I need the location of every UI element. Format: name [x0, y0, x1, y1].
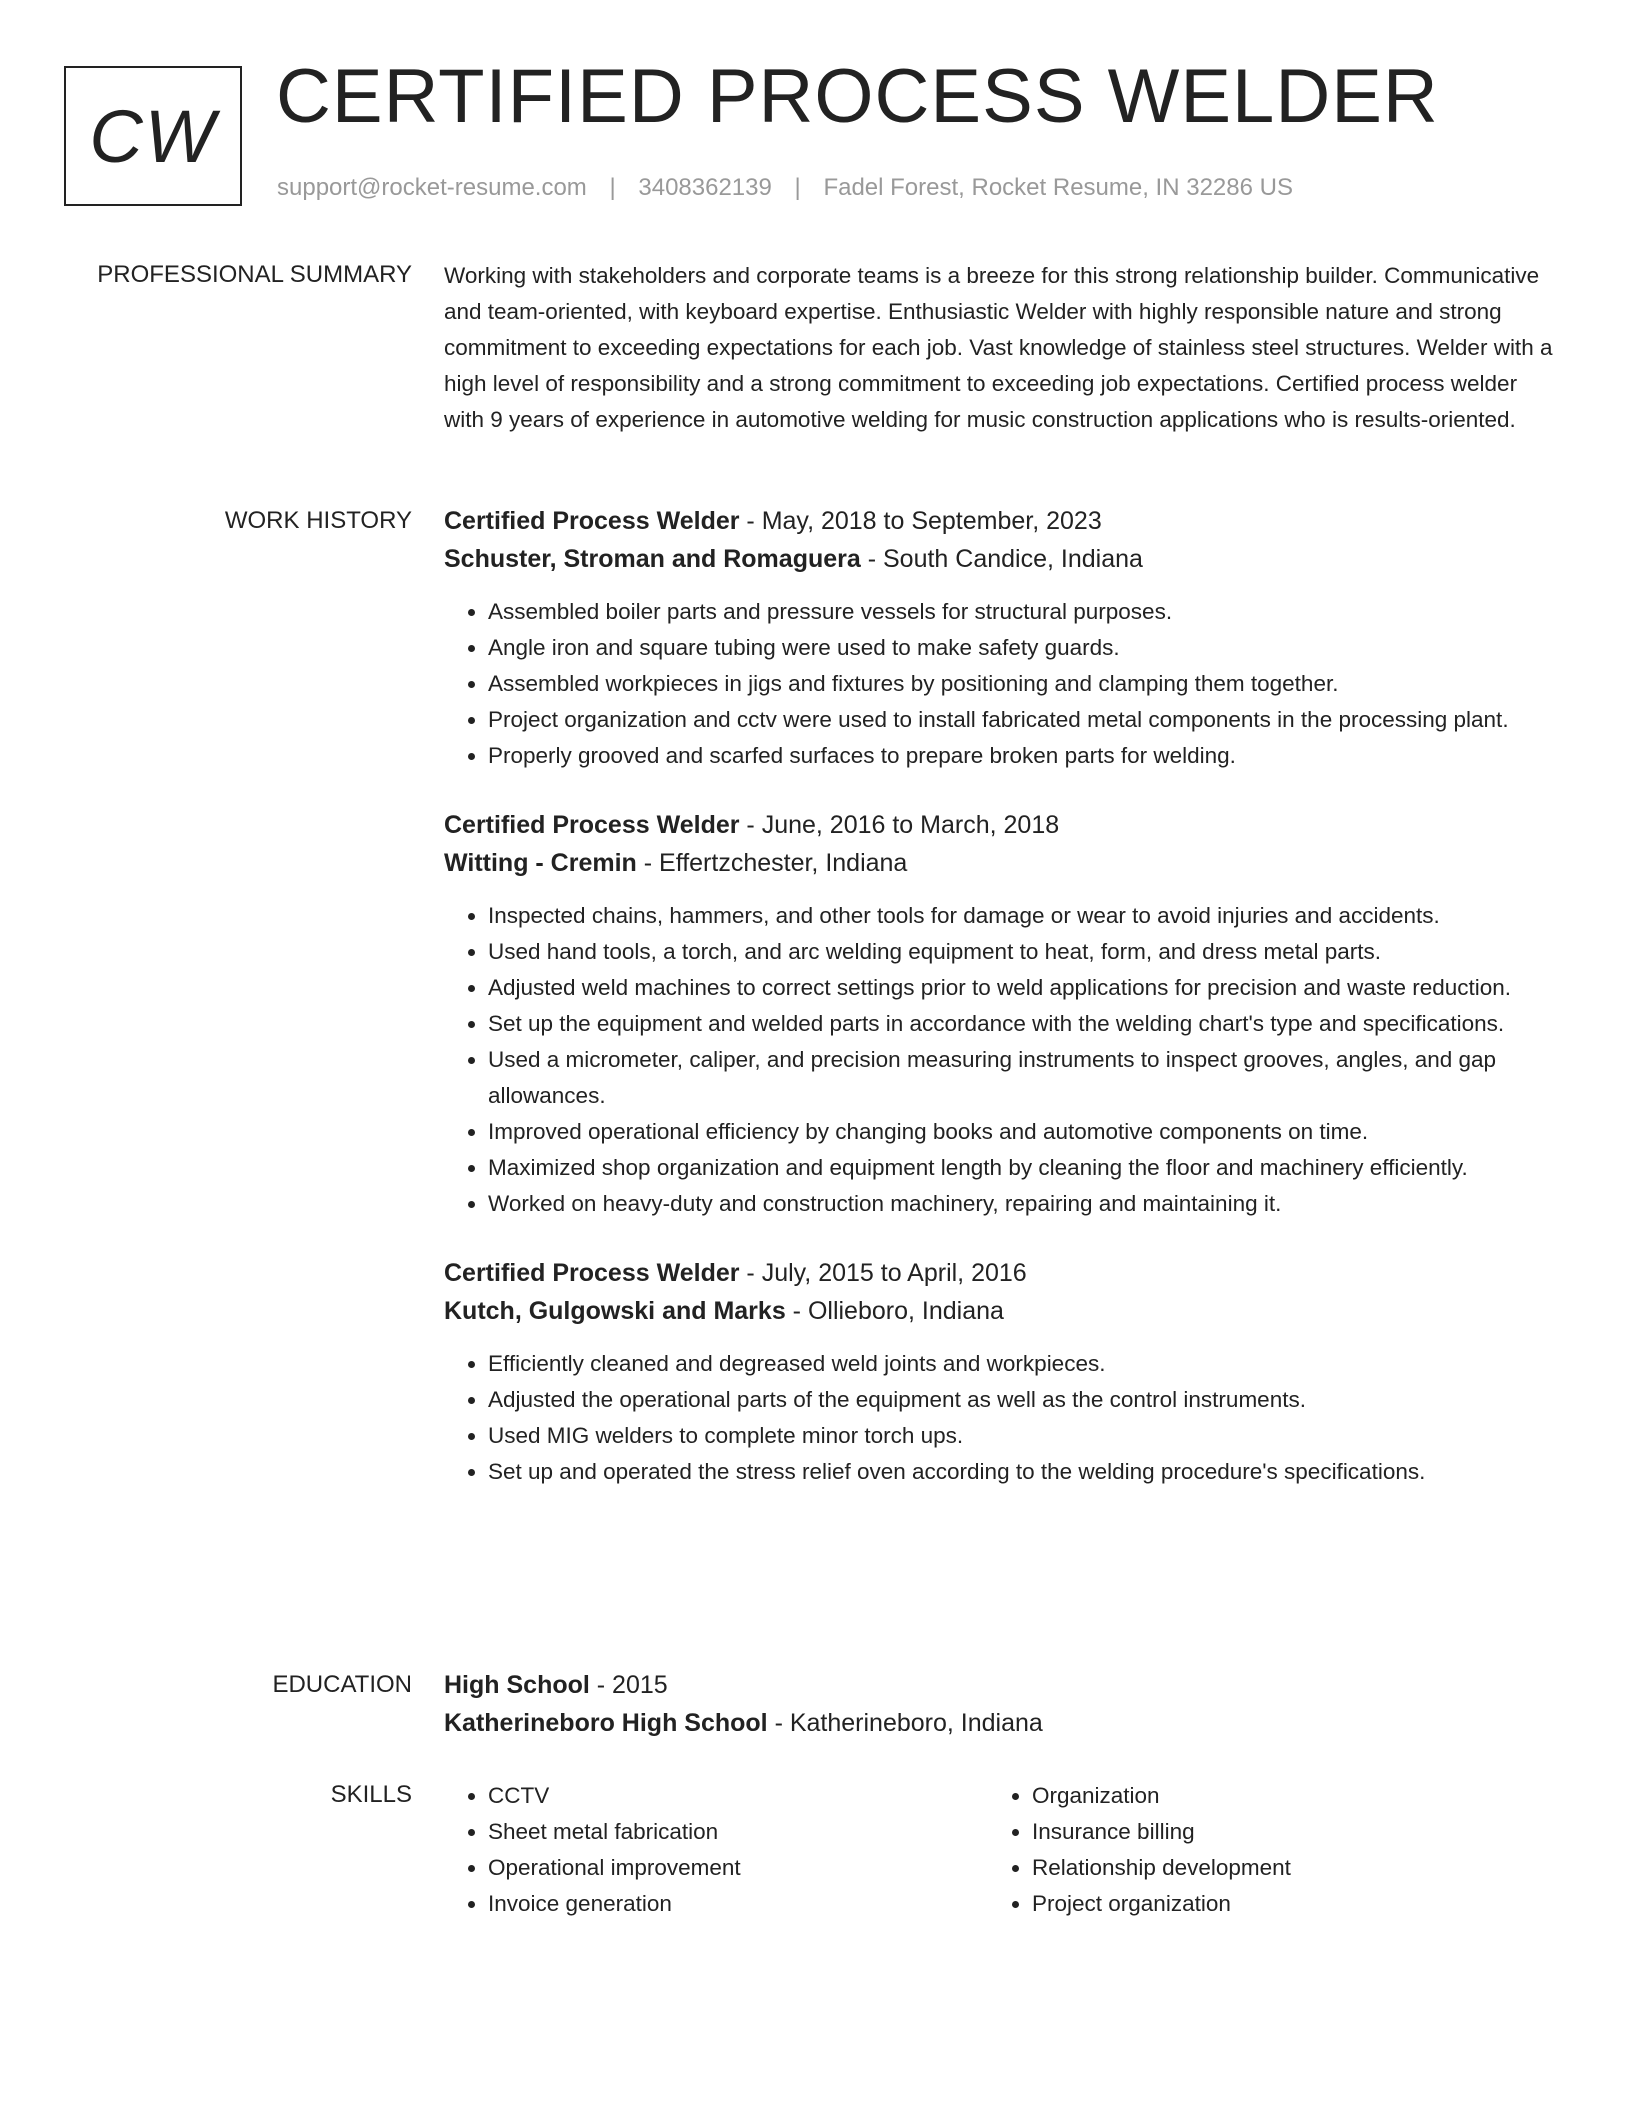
job-dates: - June, 2016 to March, 2018 — [739, 811, 1060, 839]
job-bullet: • Set up and operated the stress relief oven according to the welding procedure's specifications. — [488, 1454, 1562, 1490]
education-school: Katherineboro High School — [444, 1709, 768, 1737]
skills-heading: SKILLS — [330, 1781, 412, 1808]
job-title: Certified Process Welder — [444, 811, 740, 839]
skill-item: • Invoice generation — [488, 1886, 741, 1922]
job-bullet: • Used MIG welders to complete minor torch ups. — [488, 1418, 1562, 1454]
job-bullet: • Improved operational efficiency by changing books and automotive components on time. — [488, 1114, 1562, 1150]
job-bullet: • Project organization and cctv were used to install fabricated metal components in the processing plant. — [488, 702, 1562, 738]
job-dates: - May, 2018 to September, 2023 — [739, 507, 1102, 535]
job-bullets — [444, 594, 1562, 774]
job-bullet: • Properly grooved and scarfed surfaces to prepare broken parts for welding. — [488, 738, 1562, 774]
contact-email: support@rocket-resume.com — [277, 174, 587, 201]
job-title-line — [444, 1256, 1562, 1290]
skill-item: • Relationship development — [1032, 1850, 1291, 1886]
summary-heading: PROFESSIONAL SUMMARY — [97, 261, 412, 288]
job-dates: - July, 2015 to April, 2016 — [739, 1259, 1027, 1287]
job-company: Witting - Cremin — [444, 849, 637, 877]
job-entry — [444, 808, 1562, 1222]
job-entry — [444, 504, 1562, 774]
job-title-line — [444, 808, 1562, 842]
contact-separator: | — [609, 174, 616, 201]
job-title: Certified Process Welder — [444, 507, 740, 535]
job-location: - Effertzchester, Indiana — [636, 849, 908, 877]
job-bullet: • Efficiently cleaned and degreased weld joints and workpieces. — [488, 1346, 1562, 1382]
job-bullet: • Used a micrometer, caliper, and precision measuring instruments to inspect grooves, angles, and gap allowances. — [488, 1042, 1562, 1114]
contact-separator: | — [794, 174, 801, 201]
education-heading: EDUCATION — [272, 1671, 412, 1698]
skills-column-right — [988, 1778, 1291, 1922]
job-bullets — [444, 898, 1562, 1222]
summary-text: Working with stakeholders and corporate teams is a breeze for this strong relationship builder. Communicative and team-oriented, with keyboard expertise. Enthusiastic Welder with highly responsible nature and strong commitment to exceeding expectations for each job. Vast knowledge of stainless steel structures. Welder with a high level of responsibility and a strong commitment to exceeding job expectations. Certified process welder with 9 years of experience in automotive welding for music construction applications who is results-oriented. — [444, 263, 1553, 432]
work-history-heading: WORK HISTORY — [224, 507, 412, 534]
job-bullet: • Angle iron and square tubing were used to make safety guards. — [488, 630, 1562, 666]
job-bullet: • Inspected chains, hammers, and other tools for damage or wear to avoid injuries and accidents. — [488, 898, 1562, 934]
job-bullet: • Used hand tools, a torch, and arc welding equipment to heat, form, and dress metal parts. — [488, 934, 1562, 970]
resume-name: CERTIFIED PROCESS WELDER — [276, 54, 1439, 139]
job-bullet: • Worked on heavy-duty and construction machinery, repairing and maintaining it. — [488, 1186, 1562, 1222]
skill-item: • Insurance billing — [1032, 1814, 1291, 1850]
job-bullet: • Maximized shop organization and equipment length by cleaning the floor and machinery efficiently. — [488, 1150, 1562, 1186]
education-location: - Katherineboro, Indiana — [767, 1709, 1043, 1737]
job-bullet: • Adjusted weld machines to correct settings prior to weld applications for precision and waste reduction. — [488, 970, 1562, 1006]
job-bullet: • Assembled workpieces in jigs and fixtures by positioning and clamping them together. — [488, 666, 1562, 702]
education-degree-line — [444, 1668, 1562, 1702]
job-company-line — [444, 542, 1562, 576]
skill-item: • Operational improvement — [488, 1850, 741, 1886]
job-bullet: • Set up the equipment and welded parts in accordance with the welding chart's type and specifications. — [488, 1006, 1562, 1042]
monogram-badge: CW — [64, 66, 242, 206]
skill-item: • Sheet metal fabrication — [488, 1814, 741, 1850]
education-school-line — [444, 1706, 1562, 1740]
job-bullets — [444, 1346, 1562, 1490]
job-bullet: • Assembled boiler parts and pressure vessels for structural purposes. — [488, 594, 1562, 630]
contact-phone: 3408362139 — [638, 174, 772, 201]
job-bullet: • Adjusted the operational parts of the equipment as well as the control instruments. — [488, 1382, 1562, 1418]
job-title-line — [444, 504, 1562, 538]
job-entry — [444, 1256, 1562, 1490]
skills-list — [444, 1778, 741, 1922]
job-location: - South Candice, Indiana — [860, 545, 1143, 573]
skills-list — [988, 1778, 1291, 1922]
contact-line — [277, 174, 1293, 202]
education-degree: High School — [444, 1671, 590, 1699]
job-company: Kutch, Gulgowski and Marks — [444, 1297, 786, 1325]
job-company-line — [444, 1294, 1562, 1328]
skills-column-left — [444, 1778, 741, 1922]
job-company: Schuster, Stroman and Romaguera — [444, 545, 861, 573]
job-location: - Ollieboro, Indiana — [785, 1297, 1004, 1325]
skill-item: • CCTV — [488, 1778, 741, 1814]
skill-item: • Organization — [1032, 1778, 1291, 1814]
job-title: Certified Process Welder — [444, 1259, 740, 1287]
education-year: - 2015 — [589, 1671, 668, 1699]
job-company-line — [444, 846, 1562, 880]
skill-item: • Project organization — [1032, 1886, 1291, 1922]
contact-address: Fadel Forest, Rocket Resume, IN 32286 US — [823, 174, 1293, 201]
